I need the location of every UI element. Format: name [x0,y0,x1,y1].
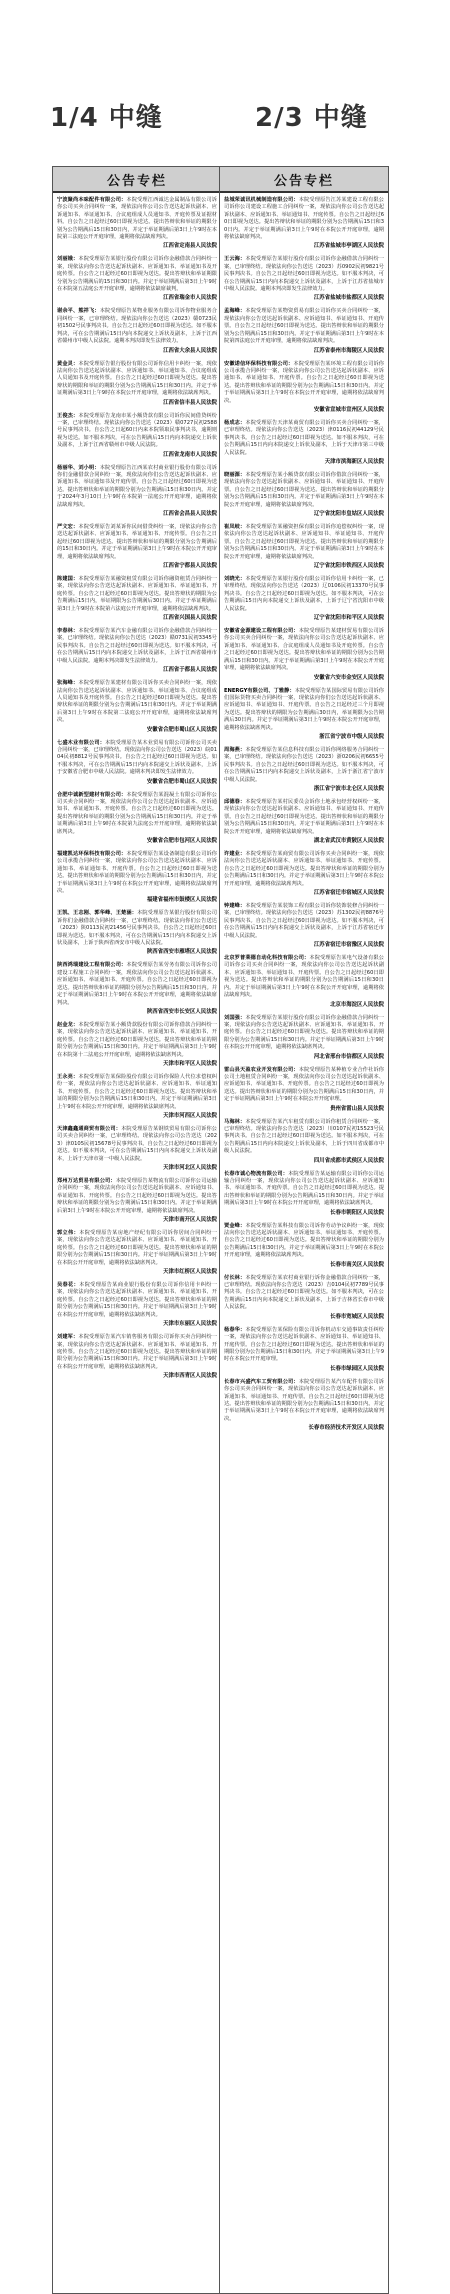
notice-body [57,524,217,561]
court-notice [57,465,217,518]
notice-body [224,688,384,732]
court-notice [57,576,217,622]
notice-body [57,1022,217,1059]
notice-court: 江西省瑞金市人民法院 [163,295,217,302]
notice-court: 江西省兴国县人民法院 [163,615,217,622]
notice-court: 江苏省盐城市盐都区人民法院 [313,295,384,302]
notice-court: 江西省宁都县人民法院 [163,563,217,570]
notice-court: 四川省成都市武侯区人民法院 [313,1157,384,1164]
notice-court: 江西省大余县人民法院 [163,347,217,354]
notice-party: 盐城荣诚讯机械制造有限公司： [224,197,299,203]
notice-court: 江苏省宿迁市宿豫区人民法院 [313,942,384,949]
notice-body [57,1178,217,1215]
notice-party: 王永亮： [57,1073,79,1080]
notice-party: 谢余平、熊祥飞： [57,308,100,315]
court-notice [224,1171,384,1217]
notice-text: 本院受理原告江西某农村商业银行股份有限公司诉你们金融借款合同纠纷一案，现依法向你们公告送达起诉状副本、应诉通知书、举证通知书及开庭传票。自公告之日起经过60日即视为送达。提出答辩状和举证的期限分别为公告期满后15日和30日内。并定于2024年3月10日上午9时在本院第一法庭公开开庭审理，逾期将依法缺席判决。 [57,464,217,508]
notice-body [57,465,217,509]
court-notice [224,747,384,793]
notice-text: 本院受理原告某汽车销售服务有限公司诉你买卖合同纠纷一案，现依法向你公告送达起诉状副本、应诉通知书、举证通知书、开庭传票。自公告之日起经过60日即视为送达。提出答辩状和举证的期限分别为公告期满后15日和30日内。并定于举证期满后第3日上午9时在本院公开开庭审理，逾期将依法缺席判决。 [57,1334,217,1370]
notice-body [57,962,217,1006]
notice-party: 刘晓光： [224,576,246,583]
notice-body [224,903,384,940]
notice-body [224,628,384,672]
notice-body [57,308,217,345]
notice-party: 长春市诚心物流有限公司： [224,1170,289,1177]
notice-party: 张海峰： [57,680,79,687]
notice-body [224,576,384,613]
notice-text: 本院受理原告江苏某建设工程有限公司诉你公司建设工程施工合同纠纷一案，现依法向你公司公告送达起诉状副本、应诉通知书、举证通知书、开庭传票。自公告之日起经过60日即视为送达。提出答辩状和举证的期限分别为公告期满后15日和30日内。并定于举证期满后第3日上午9时在本院公开开庭审理，逾期将依法缺席判决。 [224,197,384,241]
notice-body [224,1119,384,1156]
notice-text: 本院受理原告某物业服务有限公司诉你物业服务合同纠纷一案，已审理终结。现依法向你公告送达（2023）赣0723民初1502号民事判决书。自公告之日起经过60日即视为送达。如不服本判决，可在公告期满后15日内向本院递交上诉状及副本，上诉于江西省赣州市中级人民法院。逾期本判决即发生法律效力。 [57,308,217,345]
court-notice [224,1327,384,1373]
notice-court: 贵州省雷山县人民法院 [330,1105,384,1112]
notice-party: 赵金龙： [57,1021,79,1028]
notice-party: 孟海峰： [224,308,246,315]
notice-court: 北京市海淀区人民法院 [330,1001,384,1008]
notice-court: 长春市宽城区人民法院 [330,1313,384,1320]
notice-body [57,628,217,665]
notice-party: 刘丽娥： [57,256,79,263]
court-notice [224,524,384,570]
notice-text: 本院受理原告某建材有限公司诉你买卖合同纠纷一案，现依法向你公告送达起诉状副本、应诉通知书、举证通知书、合议庭组成人员通知书及开庭传票。自公告之日起经过60日即视为送达。提出答辩状和举证的期限分别为公告期满后15日和30日内。并定于举证期满后第3日上午9时在本院第二法庭公开开庭审理，逾期将依法缺席判决。 [57,680,217,724]
notice-court: 长春市经济技术开发区人民法院 [308,1425,384,1432]
notice-court: 辽宁省沈阳市和平区人民法院 [313,615,384,622]
notice-court: 湖北省武汉市黄陂区人民法院 [313,838,384,844]
notice-body [57,851,217,895]
court-notice [224,851,384,897]
notice-text: 本院受理原告龙南市某小额贷款有限公司诉你民间借贷纠纷一案，已审理终结。现依法向你公告送达（2023）赣0727民初2588号民事判决书。自公告之日起60日内来本院领取民事判决书，逾期则视为送达。如不服本判决，可在公告期满后15日内向本院递交上诉状及副本，上诉于江西省赣州市中级人民法院。 [57,412,217,449]
notice-text: 本院受理原告某混凝土有限公司诉你公司买卖合同纠纷一案，现依法向你公司公告送达起诉状副本、应诉通知书、举证通知书、开庭传票。自公告之日起经过60日即视为送达。提出答辩状和举证的期限分别为公告期满后15日和30日内。并定于举证期满后第3日上午9时在本院第九法庭公开开庭审理，逾期将依法缺席判决。 [57,791,217,835]
notice-court: 安徽省宣城市宣州区人民法院 [313,406,384,413]
notice-text: 本院受理原告某保险有限公司诉你机动车交通事故责任纠纷一案，现依法向你公告送达起诉状副本、应诉通知书、举证通知书、开庭传票。自公告之日起经过60日即视为送达。提出答辩状和举证的期限分别为公告期满后15日和30日内。并定于举证期满后第3日上午9时在本院公开开庭审理。 [224,1326,384,1363]
court-notice [57,1022,217,1068]
notice-court: 辽宁省沈阳市皇姑区人民法院 [313,511,384,517]
court-notice [224,576,384,622]
notice-court: 河北省邢台市信都区人民法院 [313,1053,384,1060]
right-notice-list [220,193,388,1432]
court-notice [57,1126,217,1172]
notice-text: 本院受理原告某种植专业合作社诉你公司土地租赁合同纠纷一案，现依法向你公司公告送达起诉状副本、应诉通知书、举证通知书、开庭传票。自公告之日起经过60日即视为送达。提出答辩状和举证的期限分别为公告期满后15日和30日内，并定于举证期满后第3日上午9时在本院公开开庭审理。 [224,1066,384,1103]
notice-body [57,1230,217,1267]
notice-body [224,799,384,836]
notice-court: 江苏省泰州市海陵区人民法院 [313,347,384,354]
court-notice [224,256,384,302]
notice-text: 本院受理原告某国际贸易有限公司诉你们国际货物买卖合同纠纷一案，现依法向你们公告送达起诉状副本、应诉通知书、举证通知书、开庭传票。自公告之日起经过三个月即视为送达。提出答辩状的期限为公告期满后30日内，举证期限为公告期满后30日内。并定于举证期满后第3日上午9时在本院公开开庭审理，逾期将依法缺席判决。 [224,687,384,731]
notice-text: 本院受理原告某木业贸易有限公司诉你公司买卖合同纠纷一案，已审理终结。现依法向你公司公告送达（2023）皖0104民初8812号民事判决书。自公告之日起经过60日即视为送达。如不服本判决，可在公告期满后15日内向本院递交上诉状及副本，上诉于安徽省合肥市中级人民法院。逾期本判决即发生法律效力。 [57,739,217,776]
notice-text: 本院受理原告某小额贷款有限公司诉你借款合同纠纷一案，现依法向你公告送达起诉状副本、应诉通知书、举证通知书、开庭传票。自公告之日起经过60日即视为送达。提出答辩状和举证的期限分别为公告期满后15日和30日内。并定于举证期满后第3日上午9时在本院公开开庭审理，逾期将依法缺席判决。 [224,471,384,508]
notice-body [224,1171,384,1208]
notice-court: 天津市滨海新区人民法院 [324,458,384,465]
court-notice [57,851,217,904]
notice-body [57,1282,217,1319]
notice-text: 本院受理原告某农村商业银行诉你金融借款合同纠纷一案，已审理终结。现依法向你公告送达（2023）吉0104民初7789号民事判决书。自公告之日起经过60日即视为送达。如不服本判决，可在公告期满后15日内向本院递交上诉状及副本，上诉于吉林省长春市中级人民法院。 [224,1274,384,1311]
notice-party: 七盛木业有限公司： [57,739,106,746]
notice-text: 本院受理原告某银行股份有限公司诉你金融借款合同纠纷一案，现依法向你公告送达起诉状副本、应诉通知书、举证通知书及开庭传票。自公告之日起经过60日即视为送达。提出答辩状和举证期限分别为公告期满后的15日和30日内。并定于举证期满后第3日上午9时在本院第五法庭公开开庭审理，逾期将依法缺席裁判。 [57,256,217,293]
notice-party: 崔凤岐： [224,524,246,530]
notice-text: 本院受理原告某汽车金融有限公司诉你金融借款合同纠纷一案，已审理终结。现依法向你公告送达（2023）赣0731民初3345号民事判决书。自公告之日起经过60日即视为送达。如不服本判决，可在公告期满后15日内向本院递交上诉状及副本，上诉于江西省赣州市中级人民法院。逾期本判决即发生法律效力。 [57,628,217,664]
notice-text: 本院受理原告某商贸有限公司诉你买卖合同纠纷一案，现依法向你公告送达起诉状副本、应诉通知书、举证通知书、开庭传票。自公告之日起经过60日即视为送达。提出答辩状和举证的期限分别为公告期满后15日和30日内。并定于举证期满后第3日上午9时在本院公开开庭审理，逾期将依法缺席判决。 [224,851,384,887]
notice-party: 王云海： [224,256,246,263]
notice-party: 杨丽华、刘小明： [57,464,100,471]
notice-party: 郭立伟： [57,1230,80,1237]
notice-body [57,1334,217,1371]
notice-court: 江西省龙南市人民法院 [163,451,217,458]
right-announcement-column [219,166,389,2294]
notice-party: 福建凯达环保科技有限公司： [57,851,127,857]
notice-text: 本院受理原告某银行股份有限公司诉你们金融借款合同纠纷一案，已审理终结。现依法向你们公告送达（2023）陕0113民初21456号民事判决书。自公告之日起经过60日即视为送达。如不服本判决，可在公告期满后15日内向本院递交上诉状及副本，上诉于陕西省西安市中级人民法院。 [57,910,217,947]
notice-text: 本院受理原告刘某诉你民间借贷纠纷一案，现依法向你公告送达起诉状副本、应诉通知书、举证通知书、开庭传票。自公告之日起经过60日即视为送达。提出答辩状和举证的期限分别为公告期满后的15日和30日内。并定于举证期满后第3日上午9时在本院公开开庭审理，逾期将依法缺席判决。 [57,524,217,560]
notice-party: 天津鑫鑫通商贸有限公司： [57,1125,122,1132]
court-notice [57,628,217,674]
court-notice [224,799,384,845]
notice-party: 宁波聚尚本味配件有限公司： [57,197,127,203]
notice-body [57,1126,217,1163]
notice-party: 许建业： [224,851,246,857]
notice-text: 本院受理原告某信息科技有限公司诉你网络服务合同纠纷一案，已审理终结。现依法向你公告送达（2023）浙0206民初6655号民事判决书。自公告之日起经过60日即视为送达。如不服本判决，可在公告期满后15日内向本院递交上诉状及副本，上诉于浙江省宁波市中级人民法院。 [224,746,384,783]
notice-court: 陕西省西安市雁塔区人民法院 [146,949,217,956]
notice-body [224,472,384,509]
court-notice [224,420,384,466]
court-notice [224,1275,384,1321]
notice-text: 本院受理原告某建材贸易有限公司诉你公司买卖合同纠纷一案，现依法向你公司公告送达起诉状副本、应诉通知书、举证通知书、合议庭组成人员通知书及开庭传票。自公告之日起经过60日即视为送达。提出答辩状和举证的期限分别为公告期满后15日和30日内。并定于举证期满后第3日上午9时在本院公开开庭审理，逾期将依法缺席判决。 [224,628,384,672]
notice-party: 陕西鸿瑞建设工程有限公司： [57,962,127,969]
court-notice [57,1334,217,1380]
notice-body [57,197,217,241]
notice-party: 长春市兴盛汽车工贸有限公司： [224,1378,299,1385]
court-notice [224,1379,384,1432]
notice-text: 本院受理原告某银行股份有限公司诉你信用卡纠纷一案，已审理终结。现依法向你公告送达（2023）辽0106民初13370号民事判决书。自公告之日起经过60日即视为送达。如不服本判决，可在公告期满后15日内向本院递交上诉状及副本，上诉于辽宁省沈阳市中级人民法院。 [224,576,384,612]
notice-party: 陈建国： [57,576,79,583]
notice-party: 马海林： [224,1118,246,1125]
notice-text: 本院受理原告银行股份有限公司诉你信用卡纠纷一案，现依法向你公告送达起诉状副本、应诉通知书、举证通知书、合议庭组成人员通知书及开庭传票。自公告之日起经过60日即视为送达。提出答辩状的期限和举证的期限分别为公告期满后15日和30日内。并定于举证期满后第3日上午9时在本院公开开庭审理，逾期将依法缺席判决。 [57,360,217,397]
notice-body [224,1223,384,1260]
notice-body [224,1379,384,1423]
notice-body [57,792,217,836]
notice-party: 北京罗普莱德自动化科技有限公司： [224,955,310,962]
notice-body [224,256,384,293]
notice-text: 本院受理原告某钢铁贸易有限公司诉你公司买卖合同纠纷一案，已审理终结。现依法向你公司公告送达（2023）津0105民初15678号民事判决书。自公告之日起经过60日即视为送达。如不服本判决，可在公告期满后15日内向本院递交上诉状及副本，上诉于天津市第一中级人民法院。 [57,1125,217,1162]
notice-party: 郑州万达贸易有限公司： [57,1178,116,1184]
notice-party: 安徽诺信环保科技有限公司： [224,360,294,367]
court-notice [57,524,217,570]
court-notice [57,962,217,1015]
notice-party: 钟建峰： [224,903,246,910]
court-notice [224,472,384,518]
notice-text: 本院受理原告某装饰工程有限公司诉你装饰装修合同纠纷一案，已审理终结。现依法向你公告送达（2023）苏1302民初8876号民事判决书。自公告之日起经过60日即视为送达。如不服本判决，可在公告期满后15日内向本院递交上诉状及副本，上诉于江苏省宿迁市中级人民法院。 [224,903,384,939]
notice-party: 晓丽源： [224,471,246,478]
notice-text: 本院受理原告某小额贷款股份有限公司诉你借款合同纠纷一案，现依法向你公告送达起诉状副本、应诉通知书、举证通知书、开庭传票。自公告之日起经过60日即视为送达。提出答辩状和举证的期限分别为公告期满后15日和30日内。并定于举证期满后第3日上午9时在本院第十二法庭公开开庭审理，逾期将依法缺席判决。 [57,1021,217,1058]
notice-body [224,361,384,405]
notice-text: 本院受理原告某融资担保有限公司诉你追偿权纠纷一案，现依法向你公告送达起诉状副本、应诉通知书、举证通知书、开庭传票。自公告之日起经过60日即视为送达。提出答辩状和举证的期限分别为公告期满后15日和30日内。并定于举证期满后第3日上午9时在本院公开开庭审理，逾期将依法缺席判决。 [224,524,384,560]
notice-body [57,361,217,398]
notice-body [224,308,384,345]
notice-court: 天津市红桥区人民法院 [163,1269,217,1276]
court-notice [57,361,217,407]
court-notice [224,197,384,250]
notice-body [224,1015,384,1052]
court-notice [57,197,217,250]
court-notice [57,910,217,956]
notice-court: 长春市朝阳区人民法院 [330,1209,384,1216]
notice-party: 安徽省金源建设工程有限公司： [224,628,299,635]
notice-text: 本院受理原告某电气设备有限公司诉你公司买卖合同纠纷一案，现依法向你公司公告送达起诉状副本、应诉通知书、举证通知书、开庭传票。自公告之日起经过60日即视为送达。提出答辩状和举证的期限分别为公告期满后15日和30日内。并定于举证期满后第3日上午9时在本院公开开庭审理，逾期将依法缺席判决。 [224,955,384,999]
notice-body [224,1067,384,1104]
notice-court: 天津市河西区人民法院 [163,1112,217,1119]
notice-court: 辽宁省沈阳市铁西区人民法院 [313,563,384,570]
notice-court: 江西省定南县人民法院 [163,243,217,250]
notice-party: 周海燕： [224,746,246,753]
notice-court: 浙江省宁波市中级人民法院 [319,733,384,740]
court-notice [57,1074,217,1120]
notice-text: 本院受理原告某房地产经纪有限公司诉你居间合同纠纷一案，现依法向你公告送达起诉状副本、应诉通知书、举证通知书、开庭传票。自公告之日起经过60日即视为送达。提出答辩状和举证的期限分别为公告期满后15日和30日内。并定于举证期满后第3日上午9时在本院公开开庭审理，逾期将依法缺席判决。 [57,1230,217,1266]
notice-court: 天津市和平区人民法院 [163,1060,217,1067]
notice-party: 刘国强： [224,1014,246,1021]
court-notice [224,688,384,741]
court-notice [57,256,217,302]
left-cut-title: 1/4 中缝 [50,103,163,133]
notice-body [57,1074,217,1111]
notice-party: 贾金峰： [224,1222,246,1229]
notice-court: 江西省信丰县人民法院 [163,399,217,406]
notice-court: 江苏省宿迁市宿城区人民法院 [313,890,384,897]
notice-court: 江西省于都县人民法院 [163,667,217,674]
court-notice [224,628,384,681]
right-column-header: 公告专栏 [220,167,388,193]
notice-text: 本院受理原告某汽车租赁有限公司诉你租赁合同纠纷一案，已审理终结。现依法向你公告送达（2023）川0107民初15523号民事判决书。自公告之日起经过60日即视为送达。如不服本判决，可在公告期满后15日内向本院递交上诉状及副本，上诉于四川省成都市中级人民法院。 [224,1118,384,1155]
notice-party: 杨成志： [224,419,246,426]
notice-court: 长春市绿园区人民法院 [330,1365,384,1372]
court-notice [57,792,217,845]
court-notice [224,1223,384,1269]
notice-text: 本院受理原告某科技有限公司诉你劳动争议纠纷一案，现依法向你公告送达起诉状副本、应诉通知书、举证通知书、开庭传票。自公告之日起经过60日即视为送达。提出答辩状和举证的期限分别为公告期满后15日和30日内。并定于举证期满后第3日上午9时在本院公开开庭审理，逾期将依法缺席判决。 [224,1222,384,1259]
notice-text: 本院受理原告某运输有限公司诉你公司运输合同纠纷一案，现依法向你公司公告送达起诉状副本、应诉通知书、举证通知书、开庭传票。自公告之日起经过60日即视为送达。提出答辩状和举证的期限分别为公告期满后15日和30日内。并定于举证期满后第3日上午9时在本院公开开庭审理，逾期将依法缺席判决。 [224,1170,384,1207]
notice-court: 江苏省盐城市亭湖区人民法院 [313,243,384,250]
notice-body [224,197,384,241]
notice-text: 本院受理原告某设备制造有限公司诉你公司承揽合同纠纷一案，现依法向你公司公告送达起诉状副本、应诉通知书、举证通知书、开庭传票。自公告之日起经过60日即视为送达。提出答辩状和举证的期限分别为公告期满后15日和30日内，并定于举证期满后第3日上午9时在本院公开开庭审理，逾期将依法缺席判决。 [57,851,217,895]
notice-court: 陕西省西安市长安区人民法院 [146,1008,217,1015]
notice-party: 王俊杰： [57,412,79,419]
notice-text: 本院受理原告某劳务有限公司诉你公司建设工程施工合同纠纷一案，现依法向你公司公告送达起诉状副本、应诉通知书、举证通知书、开庭传票。自公告之日起经过60日即视为送达。提出答辩状和举证的期限分别为公告期满后15日和30日内。并定于举证期满后第3日上午9时在本院公开开庭审理，逾期将依法缺席判决。 [57,962,217,1006]
notice-text: 本院受理原告某物资贸易有限公司诉你买卖合同纠纷一案，现依法向你公告送达起诉状副本、应诉通知书、举证通知书、开庭传票。自公告之日起经过60日即视为送达。提出答辩状和举证的期限分别为公告期满后15日和30日内。并定于举证期满后第3日上午9时在本院第四法庭公开开庭审理，逾期将依法缺席判决。 [224,308,384,345]
notice-party: 邱德春： [224,798,246,805]
notice-court: 安徽省合肥市包河区人民法院 [146,838,217,844]
notice-body [224,851,384,888]
notice-party: 王凯、王志刚、郭华峰、王楚涵： [57,910,138,917]
left-announcement-column [52,166,222,2294]
notice-court: 浙江省宁波市北仑区人民法院 [313,785,384,792]
notice-party: 刘建军： [57,1334,79,1341]
court-notice [224,1119,384,1165]
court-notice [224,955,384,1008]
notice-party: 雷山县天盈农业开发有限公司： [224,1066,299,1073]
notice-text: 本院受理原告某村民委员会诉你土地承包经营权纠纷一案，现依法向你公告送达起诉状副本、应诉通知书、举证通知书、开庭传票。自公告之日起经过60日即视为送达。提出答辩状和举证的期限分别为公告期满后15日和30日内。并定于举证期满后第3日上午9时在本院公开开庭审理，逾期将依法缺席判决。 [224,798,384,835]
notice-party: 吴春花： [57,1282,80,1289]
notice-text: 本院受理原告某融资租赁有限公司诉你融资租赁合同纠纷一案，现依法向你公告送达起诉状副本、应诉通知书、举证通知书、开庭传票。自公告之日起经过60日即视为送达。提出答辩状的期限为公告期满后15日内，举证期限为公告期满后30日内。并定于举证期满后第3日上午9时在本院第六法庭公开开庭审理，逾期将依法缺席判决。 [57,576,217,612]
right-cut-title: 2/3 中缝 [255,103,368,133]
notice-court: 安徽省合肥市蜀山区人民法院 [146,778,217,785]
notice-court: 长春市南关区人民法院 [330,1261,384,1268]
court-notice [224,1015,384,1061]
notice-court: 江西省会昌县人民法院 [163,511,217,517]
notice-body [57,256,217,293]
notice-text: 本院受理原告某商业银行股份有限公司诉你信用卡纠纷一案，现依法向你公告送达起诉状副本、应诉通知书、举证通知书、开庭传票。自公告之日起经过60日即视为送达。提出答辩状和举证的期限分别为公告期满后15日和30日内。并定于举证期满后第3日上午9时在本院公开开庭审理，逾期将依法缺席判决。 [57,1282,217,1318]
notice-text: 本院受理江西诚达金属制品有限公司诉你公司买卖合同纠纷一案，现依法向你公司公告送达起诉状副本、应诉通知书、举证通知书、合议庭组成人员通知书、开庭传票及证据材料。自公告之日起经过60日即视为送达。提出答辩状和举证的期限分别为公告期满后15日和30日内，并定于举证期满后第3日上午9时在本院第三法庭公开开庭审理，逾期将依法缺席判决。 [57,197,217,241]
notice-court: 天津市东丽区人民法院 [163,1321,217,1328]
notice-text: 本院受理原告某汽车配件有限公司诉你公司买卖合同纠纷一案，现依法向你公司公告送达起诉状副本、应诉通知书、举证通知书、开庭传票。自公告之日起经过60日即视为送达。提出答辩状和举证的期限分别为公告期满后15日和30日内。并定于举证期满后第3日上午9时在本院公开开庭审理，逾期将依法缺席判决。 [224,1378,384,1422]
left-notice-list [53,193,221,1380]
notice-text: 本院受理原告某银行股份有限公司诉你金融借款合同纠纷一案，已审理终结。现依法向你公告送达（2023）苏0902民初9821号民事判决书。自公告之日起经过60日即视为送达。如不服本判决，可在公告期满后15日内向本院递交上诉状及副本，上诉于江苏省盐城市中级人民法院。逾期本判决即发生法律效力。 [224,256,384,293]
court-notice [57,308,217,354]
notice-court: 天津市西青区人民法院 [163,1373,217,1380]
notice-court: 天津市南开区人民法院 [163,1217,217,1224]
notice-body [57,576,217,613]
notice-text: 本院受理原告某物流有限公司诉你公司运输合同纠纷一案，现依法向你公司公告送达起诉状副本、应诉通知书、举证通知书、开庭传票。自公告之日起经过60日即视为送达。提出答辩状和举证的期限分别为公告期满后15日和30日内。并定于举证期满后第3日上午9时在本院公开开庭审理，逾期将依法缺席判决。 [57,1178,217,1214]
notice-party: 杨春华： [224,1326,246,1333]
court-notice [224,903,384,949]
notice-body [57,910,217,947]
notice-party: 合肥中诚新型建材有限公司： [57,791,127,798]
notice-body [57,413,217,450]
court-notice [57,1230,217,1276]
left-column-header: 公告专栏 [53,167,221,193]
notice-court: 安徽省合肥市蜀山区人民法院 [146,726,217,733]
notice-court: 福建省福州市鼓楼区人民法院 [146,897,217,904]
notice-party: 付长林： [224,1274,246,1281]
notice-court: 安徽省六安市金安区人民法院 [313,674,384,681]
notice-body [224,524,384,561]
notice-court: 天津市河北区人民法院 [163,1165,217,1171]
court-notice [57,1178,217,1224]
notice-body [57,680,217,724]
notice-party: 李春林： [57,628,79,635]
court-notice [224,361,384,414]
court-notice [57,1282,217,1328]
notice-body [224,955,384,999]
notice-body [224,1275,384,1312]
notice-body [224,420,384,457]
notice-party: 黄金灵： [57,360,79,367]
court-notice [57,740,217,786]
court-notice [57,413,217,459]
court-notice [224,308,384,354]
notice-body [57,740,217,777]
court-notice [224,1067,384,1113]
notice-text: 本院受理原告某环境工程有限公司诉你公司承揽合同纠纷一案，现依法向你公司公告送达起诉状副本、应诉通知书、举证通知书、开庭传票。自公告之日起经过60日即视为送达。提出答辩状和举证的期限分别为公告期满后15日和30日内。并定于举证期满后第3日上午9时在本院公开开庭审理，逾期将依法缺席判决。 [224,360,384,404]
court-notice [57,680,217,733]
notice-party: ENERGY有限公司、丁雅静： [224,687,295,694]
notice-text: 本院受理原告某保险股份有限公司诉你保险人代位求偿权纠纷一案，现依法向你公告送达起诉状副本、应诉通知书、举证通知书、开庭传票。自公告之日起经过60日即视为送达。提出答辩状和举证的期限分别为公告期满后15日和30日内。并定于举证期满后第3日上午9时在本院公开开庭审理，逾期将依法缺席判决。 [57,1073,217,1110]
notice-party: 严文宏： [57,524,79,530]
notice-text: 本院受理原告天津某商贸有限公司诉你买卖合同纠纷一案，已审理终结。现依法向你公告送达（2023）津0116民初44129号民事判决书。自公告之日起经过60日即视为送达。如不服本判决，可在公告期满后15日内向本院递交上诉状及副本，上诉于天津市第三中级人民法院。 [224,419,384,456]
notice-body [224,1327,384,1364]
notice-text: 本院受理原告某银行股份有限公司诉你金融借款合同纠纷一案，现依法向你公告送达起诉状副本、应诉通知书、举证通知书、开庭传票。自公告之日起经过60日即视为送达。提出答辩状和举证的期限分别为公告期满后15日和30日内。并定于举证期满后第3日上午9时在本院公开开庭审理，逾期将依法缺席判决。 [224,1014,384,1051]
notice-body [224,747,384,784]
